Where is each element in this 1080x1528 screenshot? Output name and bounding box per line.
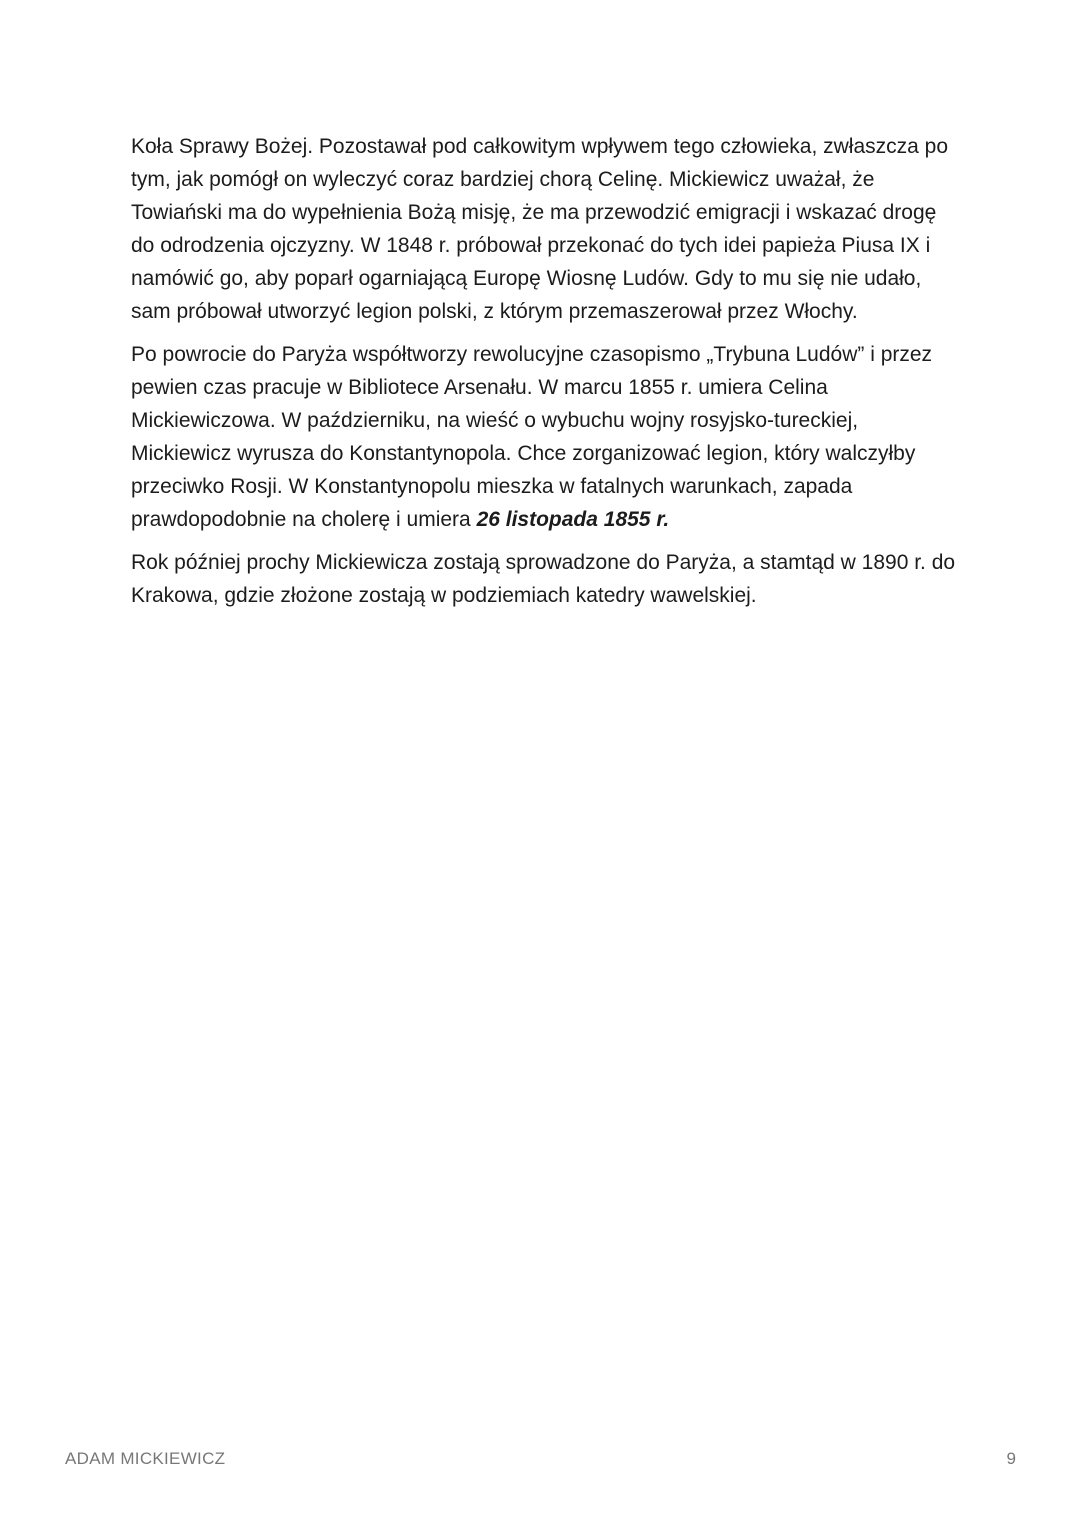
footer-title: ADAM MICKIEWICZ [65, 1449, 226, 1468]
paragraph-constantinople [131, 338, 961, 536]
paragraph-towianski: Koła Sprawy Bożej. Pozostawał pod całkowitym wpływem tego człowieka, zwłaszcza po tym, jak pomógł on wyleczyć coraz bardziej chorą Celinę. Mickiewicz uważał, że Towiański ma do wypełnienia Bożą misję, że ma przewodzić emigracji i wskazać drogę do odrodzenia ojczyzny. W 1848 r. próbował przekonać do tych idei papieża Piusa IX i namówić go, aby poparł ogarniającą Europę Wiosnę Ludów. Gdy to mu się nie udało, sam próbował utworzyć legion polski, z którym przemaszerował przez Włochy. [131, 135, 949, 323]
paragraph-constantinople-text: Po powrocie do Paryża współtworzy rewolucyjne czasopismo „Trybuna Ludów” i przez pewien czas pracuje w Bibliotece Arsenału. W marcu 1855 r. umiera Celina Mickiewiczowa. W październiku, na wieść o wybuchu wojny rosyjsko-tureckiej, Mickiewicz wyrusza do Konstantynopola. Chce zorganizować legion, który walczyłby przeciwko Rosji. W Konstantynopolu mieszka w fatalnych warunkach, zapada prawdopodobnie na cholerę i umiera [131, 343, 933, 531]
death-date: 26 listopada 1855 r. [476, 508, 670, 531]
paragraph-remains: Rok później prochy Mickiewicza zostają sprowadzone do Paryża, a stamtąd w 1890 r. do Krakowa, gdzie złożone zostają w podziemiach katedry wawelskiej. [131, 551, 956, 607]
page-number: 9 [1006, 1449, 1016, 1468]
body-text [131, 130, 961, 622]
